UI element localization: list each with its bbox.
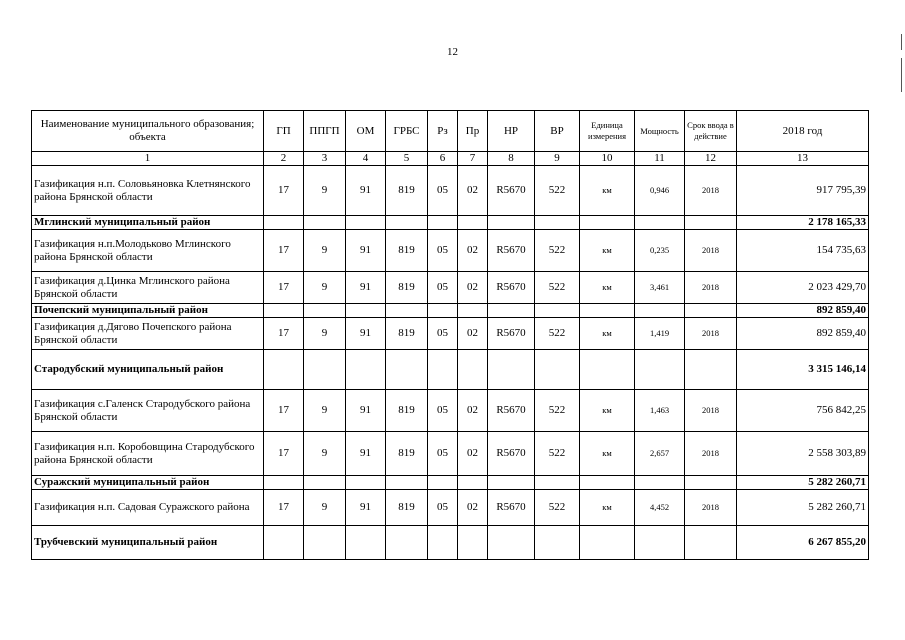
cell-gp — [264, 304, 304, 318]
cell-year — [685, 216, 737, 230]
header-vr: ВР — [535, 111, 580, 152]
cell-nr — [488, 526, 535, 560]
cell-amount: 917 795,39 — [737, 166, 869, 216]
cell-gp — [264, 350, 304, 390]
cell-power — [635, 476, 685, 490]
cell-om — [346, 216, 386, 230]
cell-nr — [488, 476, 535, 490]
cell-ppgp: 9 — [304, 166, 346, 216]
column-number: 5 — [386, 152, 428, 166]
cell-unit — [580, 526, 635, 560]
column-number: 3 — [304, 152, 346, 166]
cell-nr — [488, 350, 535, 390]
object-name: Газификация н.п.Молодьково Мглинского района Брянской области — [32, 230, 264, 272]
district-total: 2 178 165,33 — [737, 216, 869, 230]
cell-gp: 17 — [264, 230, 304, 272]
cell-om: 91 — [346, 166, 386, 216]
cell-unit: км — [580, 272, 635, 304]
cell-power — [635, 350, 685, 390]
district-name: Стародубский муниципальный район — [32, 350, 264, 390]
cell-ppgp: 9 — [304, 490, 346, 526]
district-name: Суражский муниципальный район — [32, 476, 264, 490]
cell-vr — [535, 216, 580, 230]
cell-year: 2018 — [685, 390, 737, 432]
header-pr: Пр — [458, 111, 488, 152]
cell-nr: R5670 — [488, 432, 535, 476]
object-name: Газификация н.п. Садовая Суражского района — [32, 490, 264, 526]
cell-ppgp — [304, 216, 346, 230]
cell-vr: 522 — [535, 230, 580, 272]
scan-edge-mark — [901, 34, 902, 50]
cell-om — [346, 476, 386, 490]
cell-rz: 05 — [428, 490, 458, 526]
cell-pr — [458, 476, 488, 490]
cell-vr — [535, 350, 580, 390]
cell-pr: 02 — [458, 272, 488, 304]
cell-ppgp — [304, 350, 346, 390]
cell-vr: 522 — [535, 318, 580, 350]
table-row — [32, 490, 869, 526]
cell-year: 2018 — [685, 490, 737, 526]
district-name: Почепский муниципальный район — [32, 304, 264, 318]
column-number: 8 — [488, 152, 535, 166]
column-number: 6 — [428, 152, 458, 166]
cell-year — [685, 350, 737, 390]
section-row — [32, 304, 869, 318]
cell-om: 91 — [346, 490, 386, 526]
cell-grbs: 819 — [386, 272, 428, 304]
district-name: Мглинский муниципальный район — [32, 216, 264, 230]
header-power: Мощность — [635, 111, 685, 152]
table-row — [32, 432, 869, 476]
cell-om — [346, 350, 386, 390]
header-rz: Рз — [428, 111, 458, 152]
cell-power: 2,657 — [635, 432, 685, 476]
cell-rz: 05 — [428, 166, 458, 216]
header-nr: НР — [488, 111, 535, 152]
cell-amount: 154 735,63 — [737, 230, 869, 272]
cell-grbs: 819 — [386, 432, 428, 476]
cell-pr: 02 — [458, 230, 488, 272]
cell-power: 0,235 — [635, 230, 685, 272]
cell-power: 1,419 — [635, 318, 685, 350]
column-number-row — [32, 152, 869, 166]
district-total: 892 859,40 — [737, 304, 869, 318]
cell-pr: 02 — [458, 432, 488, 476]
cell-gp: 17 — [264, 390, 304, 432]
cell-gp — [264, 216, 304, 230]
cell-rz: 05 — [428, 390, 458, 432]
cell-vr: 522 — [535, 490, 580, 526]
object-name: Газификация н.п. Коробовщина Стародубского района Брянской области — [32, 432, 264, 476]
cell-vr: 522 — [535, 272, 580, 304]
cell-ppgp: 9 — [304, 272, 346, 304]
cell-power — [635, 526, 685, 560]
header-row — [32, 111, 869, 152]
cell-year — [685, 304, 737, 318]
cell-power: 4,452 — [635, 490, 685, 526]
cell-pr: 02 — [458, 318, 488, 350]
section-row — [32, 350, 869, 390]
cell-rz — [428, 476, 458, 490]
cell-year: 2018 — [685, 272, 737, 304]
district-total: 3 315 146,14 — [737, 350, 869, 390]
object-name: Газификация н.п. Соловьяновка Клетнянского района Брянской области — [32, 166, 264, 216]
cell-gp: 17 — [264, 166, 304, 216]
cell-grbs: 819 — [386, 230, 428, 272]
cell-power — [635, 304, 685, 318]
table-body — [32, 166, 869, 560]
budget-table — [31, 110, 869, 560]
cell-vr: 522 — [535, 166, 580, 216]
cell-rz: 05 — [428, 432, 458, 476]
cell-ppgp — [304, 304, 346, 318]
section-row — [32, 476, 869, 490]
cell-grbs — [386, 526, 428, 560]
cell-nr: R5670 — [488, 272, 535, 304]
cell-grbs: 819 — [386, 166, 428, 216]
column-number: 13 — [737, 152, 869, 166]
cell-om: 91 — [346, 318, 386, 350]
cell-ppgp: 9 — [304, 230, 346, 272]
cell-year: 2018 — [685, 318, 737, 350]
cell-nr — [488, 304, 535, 318]
header-ppgp: ППГП — [304, 111, 346, 152]
cell-grbs: 819 — [386, 490, 428, 526]
column-number: 4 — [346, 152, 386, 166]
column-number: 10 — [580, 152, 635, 166]
cell-nr — [488, 216, 535, 230]
cell-pr — [458, 526, 488, 560]
cell-power: 0,946 — [635, 166, 685, 216]
object-name: Газификация д.Дягово Почепского района Брянской области — [32, 318, 264, 350]
cell-vr: 522 — [535, 390, 580, 432]
cell-pr: 02 — [458, 490, 488, 526]
cell-gp: 17 — [264, 318, 304, 350]
cell-rz: 05 — [428, 272, 458, 304]
cell-grbs: 819 — [386, 390, 428, 432]
cell-om — [346, 526, 386, 560]
cell-rz — [428, 350, 458, 390]
header-unit: Единица измерения — [580, 111, 635, 152]
object-name: Газификация с.Галенск Стародубского района Брянской области — [32, 390, 264, 432]
section-row — [32, 526, 869, 560]
object-name: Газификация д.Цинка Мглинского района Брянской области — [32, 272, 264, 304]
cell-rz — [428, 304, 458, 318]
cell-year — [685, 526, 737, 560]
cell-amount: 2 558 303,89 — [737, 432, 869, 476]
cell-ppgp — [304, 526, 346, 560]
header-om: ОМ — [346, 111, 386, 152]
cell-gp: 17 — [264, 432, 304, 476]
column-number: 2 — [264, 152, 304, 166]
table-row — [32, 318, 869, 350]
cell-rz: 05 — [428, 318, 458, 350]
cell-unit: км — [580, 166, 635, 216]
cell-ppgp: 9 — [304, 390, 346, 432]
cell-ppgp — [304, 476, 346, 490]
page-number: 12 — [447, 46, 458, 58]
cell-rz — [428, 216, 458, 230]
cell-om: 91 — [346, 390, 386, 432]
cell-vr — [535, 476, 580, 490]
column-number: 11 — [635, 152, 685, 166]
cell-om: 91 — [346, 272, 386, 304]
cell-year: 2018 — [685, 230, 737, 272]
header-year-2018: 2018 год — [737, 111, 869, 152]
cell-grbs — [386, 350, 428, 390]
cell-power: 1,463 — [635, 390, 685, 432]
cell-gp: 17 — [264, 490, 304, 526]
cell-om: 91 — [346, 230, 386, 272]
column-number: 9 — [535, 152, 580, 166]
header-deadline: Срок ввода в действие — [685, 111, 737, 152]
cell-vr — [535, 526, 580, 560]
cell-unit — [580, 476, 635, 490]
cell-amount: 5 282 260,71 — [737, 490, 869, 526]
cell-pr: 02 — [458, 390, 488, 432]
cell-amount: 756 842,25 — [737, 390, 869, 432]
table-row — [32, 166, 869, 216]
table-row — [32, 390, 869, 432]
cell-unit — [580, 216, 635, 230]
cell-nr: R5670 — [488, 318, 535, 350]
header-name: Наименование муниципального образования; объекта — [32, 111, 264, 152]
district-total: 5 282 260,71 — [737, 476, 869, 490]
cell-vr — [535, 304, 580, 318]
cell-pr — [458, 304, 488, 318]
cell-gp: 17 — [264, 272, 304, 304]
cell-gp — [264, 476, 304, 490]
cell-unit: км — [580, 230, 635, 272]
cell-om: 91 — [346, 432, 386, 476]
cell-vr: 522 — [535, 432, 580, 476]
column-number: 12 — [685, 152, 737, 166]
cell-unit: км — [580, 390, 635, 432]
section-row — [32, 216, 869, 230]
cell-amount: 2 023 429,70 — [737, 272, 869, 304]
cell-nr: R5670 — [488, 490, 535, 526]
cell-pr — [458, 216, 488, 230]
cell-power — [635, 216, 685, 230]
header-gp: ГП — [264, 111, 304, 152]
cell-unit — [580, 304, 635, 318]
cell-nr: R5670 — [488, 230, 535, 272]
cell-unit: км — [580, 490, 635, 526]
cell-gp — [264, 526, 304, 560]
cell-year: 2018 — [685, 432, 737, 476]
cell-nr: R5670 — [488, 390, 535, 432]
cell-nr: R5670 — [488, 166, 535, 216]
cell-power: 3,461 — [635, 272, 685, 304]
table-row — [32, 272, 869, 304]
cell-year: 2018 — [685, 166, 737, 216]
cell-year — [685, 476, 737, 490]
cell-grbs: 819 — [386, 318, 428, 350]
cell-rz: 05 — [428, 230, 458, 272]
cell-grbs — [386, 216, 428, 230]
cell-ppgp: 9 — [304, 432, 346, 476]
cell-unit: км — [580, 318, 635, 350]
cell-amount: 892 859,40 — [737, 318, 869, 350]
cell-pr — [458, 350, 488, 390]
district-total: 6 267 855,20 — [737, 526, 869, 560]
cell-om — [346, 304, 386, 318]
cell-unit — [580, 350, 635, 390]
cell-pr: 02 — [458, 166, 488, 216]
table-row — [32, 230, 869, 272]
cell-unit: км — [580, 432, 635, 476]
scan-edge-mark — [901, 58, 902, 92]
cell-ppgp: 9 — [304, 318, 346, 350]
cell-rz — [428, 526, 458, 560]
district-name: Трубчевский муниципальный район — [32, 526, 264, 560]
header-grbs: ГРБС — [386, 111, 428, 152]
column-number: 7 — [458, 152, 488, 166]
column-number: 1 — [32, 152, 264, 166]
cell-grbs — [386, 304, 428, 318]
cell-grbs — [386, 476, 428, 490]
